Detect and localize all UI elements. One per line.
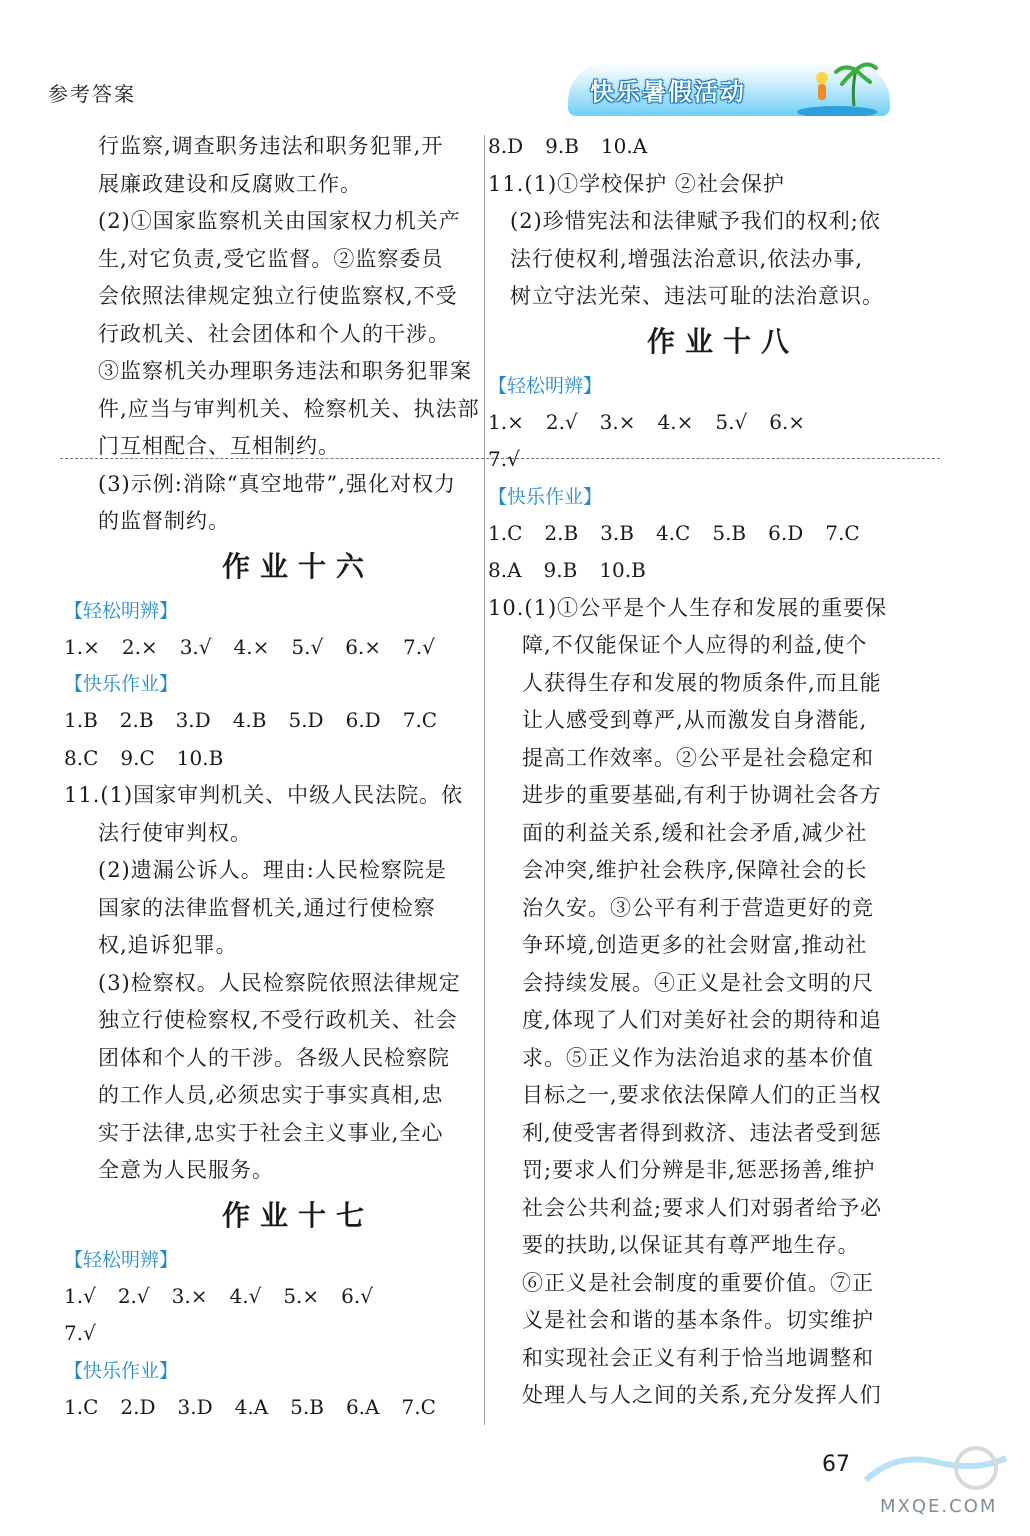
answer: 8.D	[488, 134, 524, 158]
answer: 4.A	[234, 1394, 269, 1419]
answer: 7.√	[64, 1321, 96, 1345]
answer: 3.×	[171, 1283, 208, 1308]
watermark-text: MXQE.COM	[880, 1496, 998, 1517]
judge-answers	[64, 629, 472, 667]
tag-happy-homework: 【快乐作业】	[64, 673, 179, 695]
column-divider	[484, 135, 485, 1425]
judge-answers	[64, 1315, 472, 1353]
header-banner	[568, 62, 890, 116]
text-line: 目标之一,要求依法保障人们的正当权	[522, 1083, 882, 1107]
answer: 2.D	[120, 1394, 156, 1419]
text-line: 法行使权利,增强法治意识,依法办事,	[510, 246, 864, 271]
text-line: 11.(1)①学校保护 ②社会保护	[488, 171, 785, 196]
answer: 6.D	[345, 708, 381, 732]
text-line: 10.(1)①公平是个人生存和发展的重要保	[488, 595, 888, 620]
text-line: 行监察,调查职务违法和职务犯罪,开	[98, 134, 444, 158]
text-line: 独立行使检察权,不受行政机关、社会	[98, 1008, 458, 1032]
text-line: 门互相配合、互相制约。	[98, 434, 340, 458]
answer: 4.B	[232, 708, 267, 732]
text-line: 要的扶助,以保证其有尊严地生存。	[522, 1233, 860, 1257]
tag-happy-homework: 【快乐作业】	[64, 1359, 179, 1382]
text-line: (2)遗漏公诉人。理由:人民检察院是	[98, 858, 447, 882]
answer: 3.×	[599, 409, 636, 434]
text-line: 的监督制约。	[98, 509, 230, 533]
answer: 6.A	[345, 1394, 380, 1419]
section-title-16: 作业十六	[221, 549, 374, 583]
banner-title: 快乐暑假活动	[590, 77, 746, 106]
answer: 8.C	[64, 745, 99, 770]
answer: 9.B	[545, 134, 579, 158]
answer: 1.×	[64, 634, 100, 659]
text-line: 让人感受到尊严,从而激发自身潜能,	[522, 708, 868, 732]
answer: 2.B	[544, 520, 579, 545]
tag-easy-judge: 【轻松明辨】	[64, 599, 179, 622]
answer: 6.×	[769, 409, 806, 434]
answer: 1.C	[488, 520, 523, 545]
answer: 5.×	[283, 1283, 320, 1308]
answer: 3.D	[175, 708, 211, 732]
text-line: 树立守法光荣、违法可耻的法治意识。	[510, 284, 884, 308]
text-line: 国家的法律监督机关,通过行使检察	[98, 895, 436, 920]
text-line: 的工作人员,必须忠实于事实真相,忠	[98, 1083, 444, 1107]
text-line: 生,对它负责,受它监督。②监察委员	[98, 246, 444, 271]
answer: 3.B	[600, 520, 634, 545]
answer: 5.√	[715, 409, 748, 434]
choice-answers	[64, 1389, 472, 1427]
answer: 2.B	[119, 708, 154, 732]
text-line: 面的利益关系,缓和社会矛盾,减少社	[522, 820, 868, 845]
text-line: 会冲突,维护社会秩序,保障社会的长	[522, 858, 868, 882]
answer: 10.A	[600, 134, 648, 158]
answer: 9.B	[543, 558, 578, 582]
text-line: 实于法律,忠实于社会主义事业,全心	[98, 1120, 444, 1145]
choice-answers	[488, 552, 898, 590]
judge-answers	[64, 1278, 472, 1316]
tag-easy-judge: 【轻松明辨】	[488, 374, 603, 397]
text-line: 争环境,创造更多的社会财富,推动社	[522, 933, 868, 957]
text-line: (2)①国家监察机关由国家权力机关产	[98, 209, 461, 233]
answer: 8.A	[488, 558, 522, 582]
tag-happy-homework: 【快乐作业】	[488, 485, 603, 508]
page-number: 67	[822, 1452, 850, 1477]
text-line: 罚;要求人们分辨是非,惩恶扬善,维护	[522, 1158, 876, 1182]
text-line: 义是社会和谐的基本条件。切实维护	[522, 1308, 874, 1332]
watermark-logo-icon	[856, 1432, 1016, 1502]
text-line: 团体和个人的干涉。各级人民检察院	[98, 1045, 450, 1070]
section-title-17: 作业十七	[221, 1198, 374, 1232]
answer: 7.C	[401, 1394, 436, 1419]
answer: 7.√	[403, 634, 435, 659]
text-line: 和实现社会正义有利于恰当地调整和	[522, 1345, 874, 1370]
text-line: 求。⑤正义作为法治追求的基本价值	[522, 1045, 874, 1070]
answer: 5.B	[290, 1394, 324, 1419]
answer: 7.C	[402, 708, 438, 732]
answer: 6.×	[345, 634, 382, 659]
palm-tree-icon	[792, 56, 882, 116]
answer: 9.C	[120, 745, 155, 770]
answer: 5.D	[288, 708, 324, 732]
answer: 7.C	[825, 520, 860, 545]
answer: 2.√	[117, 1283, 150, 1308]
judge-answers	[488, 441, 898, 479]
text-line: 人获得生存和发展的物质条件,而且能	[522, 670, 882, 695]
text-line: 进步的重要基础,有利于协调社会各方	[522, 783, 882, 807]
page-label: 参考答案	[48, 82, 136, 106]
text-line: (3)检察权。人民检察院依照法律规定	[98, 970, 461, 995]
answer: 4.C	[655, 520, 691, 545]
text-line: 展廉政建设和反腐败工作。	[98, 171, 362, 196]
answer: 5.√	[291, 634, 324, 659]
answer: 6.√	[341, 1283, 373, 1308]
text-line: 权,追诉犯罪。	[98, 933, 238, 957]
answer: 4.×	[233, 634, 270, 659]
section-title-18: 作业十八	[646, 324, 799, 358]
answer: 1.C	[64, 1394, 99, 1419]
text-line: 处理人与人之间的关系,充分发挥人们	[522, 1383, 882, 1407]
choice-answers	[488, 128, 898, 166]
choice-answers	[488, 515, 898, 553]
text-line: 件,应当与审判机关、检察机关、执法部	[98, 396, 480, 421]
text-line: 行政机关、社会团体和个人的干涉。	[98, 321, 450, 346]
answer: 5.B	[712, 520, 747, 545]
text-line: 障,不仅能保证个人应得的利益,使个	[522, 633, 868, 657]
answer: 3.D	[177, 1394, 213, 1419]
text-line: ③监察机关办理职务违法和职务犯罪案	[98, 359, 472, 383]
right-column	[488, 128, 898, 1415]
text-line: ⑥正义是社会制度的重要价值。⑦正	[522, 1270, 874, 1295]
text-line: 全意为人民服务。	[98, 1158, 274, 1182]
answer: 10.B	[176, 745, 224, 770]
answer: 1.√	[64, 1283, 96, 1308]
text-line: (2)珍惜宪法和法律赋予我们的权利;依	[510, 209, 881, 233]
text-line: 会持续发展。④正义是社会文明的尺	[522, 970, 874, 995]
text-line: 利,使受害者得到救济、违法者受到惩	[522, 1120, 882, 1145]
answer: 3.√	[179, 634, 212, 659]
text-line: 治久安。③公平有利于营造更好的竞	[522, 895, 874, 920]
text-line: 度,体现了人们对美好社会的期待和追	[522, 1008, 882, 1032]
answer: 2.√	[545, 409, 578, 434]
text-line: 提高工作效率。②公平是社会稳定和	[522, 745, 874, 770]
answer: 6.D	[768, 520, 804, 545]
text-line: 法行使审判权。	[98, 820, 252, 845]
answer: 7.√	[488, 447, 520, 471]
text-line: 11.(1)国家审判机关、中级人民法院。依	[64, 783, 464, 807]
answer: 10.B	[599, 558, 646, 582]
answer: 4.√	[229, 1283, 262, 1308]
answer: 1.×	[488, 409, 524, 434]
left-column	[64, 128, 480, 1426]
answer: 2.×	[121, 634, 158, 659]
choice-answers	[64, 702, 472, 740]
choice-answers	[64, 740, 472, 778]
text-line: 会依照法律规定独立行使监察权,不受	[98, 284, 458, 308]
answer: 1.B	[64, 708, 98, 732]
text-line: 社会公共利益;要求人们对弱者给予必	[522, 1195, 883, 1220]
answer: 4.×	[657, 409, 694, 434]
judge-answers	[488, 404, 898, 442]
tag-easy-judge: 【轻松明辨】	[64, 1248, 179, 1271]
text-line: (3)示例:消除“真空地带”,强化对权力	[98, 471, 456, 496]
